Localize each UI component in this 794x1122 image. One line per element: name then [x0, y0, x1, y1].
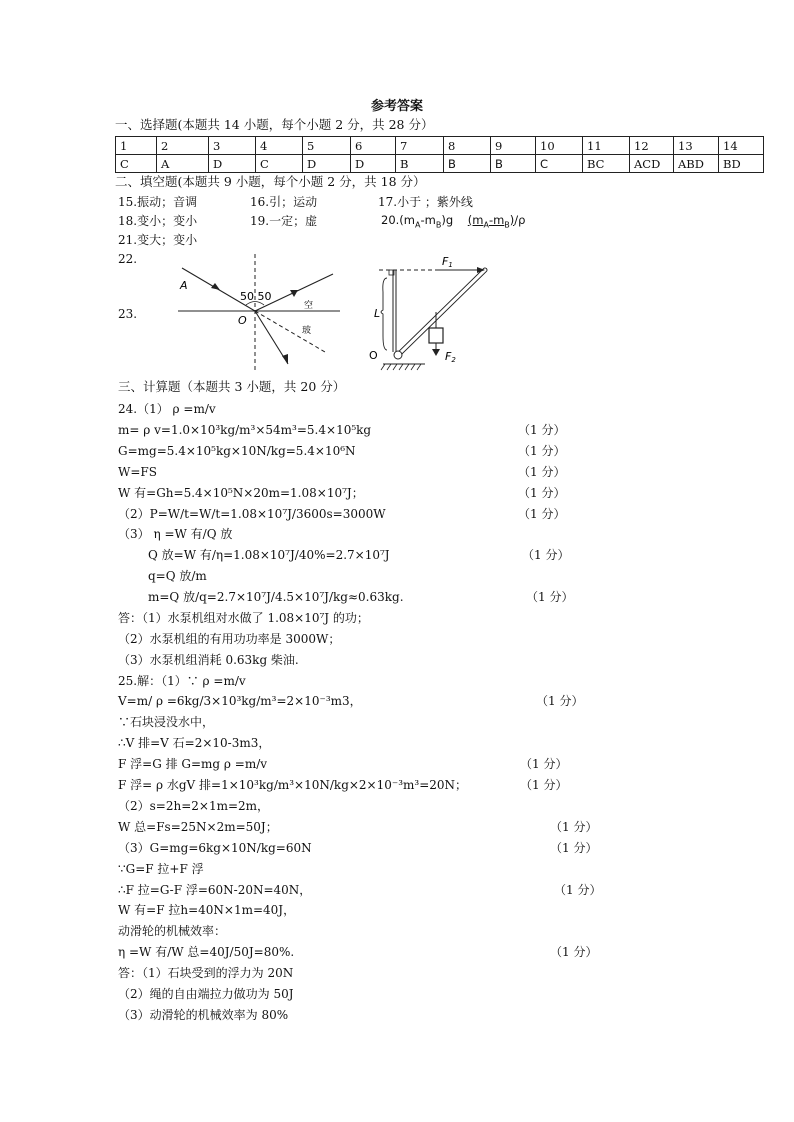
table-cell-answer: ABD [674, 155, 719, 173]
q25-point-3: （1 分） [520, 778, 568, 792]
table-cell-number: 8 [444, 137, 491, 155]
lever-arm-brace [381, 278, 387, 350]
q24-answer-2: （2）水泵机组的有用功功率是 3000W； [118, 632, 341, 646]
q25-point-7: （1 分） [550, 945, 598, 959]
q24-point-6: （1 分） [522, 548, 570, 562]
q25-point-6: （1 分） [554, 883, 602, 897]
table-cell-number: 1 [116, 137, 157, 155]
label-F1: F1 [442, 255, 453, 269]
label-O: O [238, 314, 247, 327]
table-cell-answer: C [536, 155, 583, 173]
q25-point-1: （1 分） [536, 694, 584, 708]
fill-q16: 16.引；运动 [250, 195, 318, 209]
q24-point-5: （1 分） [518, 507, 566, 521]
choice-answer-table [115, 136, 764, 173]
fill-q19: 19.一定；虚 [250, 214, 318, 228]
q25-line-13: 动滑轮的机械效率： [118, 924, 227, 938]
page-title: 参考答案 [370, 99, 423, 114]
table-cell-number: 9 [491, 137, 536, 155]
q25-line-3: ∵石块浸没水中， [118, 715, 215, 729]
table-cell-answer: D [303, 155, 351, 173]
label-angles: 50 50 [240, 290, 272, 303]
label-F2: F2 [445, 350, 456, 364]
table-cell-number: 13 [674, 137, 719, 155]
ground-hatch [381, 364, 421, 370]
q24-line-5: W 有=Gh=5.4×10⁵N×20m=1.08×10⁷J； [118, 486, 364, 500]
table-cell-number: 14 [719, 137, 764, 155]
q24-line-4: W=FS [118, 465, 157, 479]
table-cell-number: 4 [256, 137, 303, 155]
table-cell-answer: D [351, 155, 396, 173]
table-cell-answer: BC [583, 155, 630, 173]
table-cell-number: 2 [157, 137, 209, 155]
label-A: A [180, 279, 188, 292]
fill-q18: 18.变小；变小 [118, 214, 198, 228]
q24-point-3: （1 分） [518, 465, 566, 479]
incident-arrow [211, 283, 220, 290]
q24-line-3: G=mg=5.4×10⁵kg×10N/kg=5.4×10⁶N [118, 444, 356, 458]
extension-line [255, 311, 325, 352]
q25-line-14: η =W 有/W 总=40J/50J=80%. [118, 945, 295, 959]
table-cell-number: 3 [209, 137, 256, 155]
table-cell-answer: BD [719, 155, 764, 173]
q24-line-1: 24.（1） ρ =m/v [118, 402, 216, 416]
q24-line-2: m= ρ v=1.0×10³kg/m³×54m³=5.4×10⁵kg [118, 423, 372, 437]
table-cell-answer: D [209, 155, 256, 173]
q25-point-2: （1 分） [520, 757, 568, 771]
label-L: L [374, 307, 381, 320]
q25-point-4: （1 分） [550, 820, 598, 834]
refraction-diagram [170, 252, 345, 374]
table-cell-answer: B [396, 155, 444, 173]
section-choice-heading: 一、选择题(本题共 14 小题，每个小题 2 分，共 28 分） [115, 117, 434, 132]
table-cell-number: 12 [630, 137, 674, 155]
q25-line-5: F 浮=G 排 G=mg ρ =m/v [118, 757, 268, 771]
q25-answer-3: （3）动滑轮的机械效率为 80% [118, 1008, 289, 1022]
F2-arrow [432, 349, 440, 356]
table-cell-number: 10 [536, 137, 583, 155]
table-cell-number: 6 [351, 137, 396, 155]
q25-answer-1: 答：（1）石块受到的浮力为 20N [118, 966, 294, 980]
q24-point-7: （1 分） [526, 590, 574, 604]
q24-answer-3: （3）水泵机组消耗 0.63kg 柴油. [118, 653, 299, 667]
q24-line-8: Q 放=W 有/η=1.08×10⁷J/40%=2.7×10⁷J [148, 548, 390, 562]
q25-line-7: （2）s=2h=2×1m=2m， [118, 799, 270, 813]
q25-line-4: ∴V 排=V 石=2×10-3m3， [118, 736, 271, 750]
table-cell-answer: B [444, 155, 491, 173]
q24-point-4: （1 分） [518, 486, 566, 500]
section-calc-heading: 三、计算题（本题共 3 小题，共 20 分） [118, 379, 346, 394]
q25-line-8: W 总=Fs=25N×2m=50J； [118, 820, 278, 834]
q24-line-9: q=Q 放/m [148, 569, 207, 583]
table-cell-answer: ACD [630, 155, 674, 173]
q25-answer-2: （2）绳的自由端拉力做功为 50J [118, 987, 294, 1001]
table-cell-answer: A [157, 155, 209, 173]
table-cell-answer: B [491, 155, 536, 173]
label-glass: 玻 [302, 326, 312, 336]
q24-answer-1: 答：（1）水泵机组对水做了 1.08×10⁷J 的功； [118, 611, 369, 625]
q24-line-7: （3） η =W 有/Q 放 [118, 527, 233, 541]
table-cell-answer: C [116, 155, 157, 173]
table-cell-number: 5 [303, 137, 351, 155]
fill-q23-label: 23. [118, 307, 138, 321]
section-fill-heading: 二、填空题(本题共 9 小题，每个小题 2 分，共 18 分） [115, 174, 426, 189]
table-cell-number: 11 [583, 137, 630, 155]
q24-line-10: m=Q 放/q=2.7×10⁷J/4.5×10⁷J/kg≈0.63kg. [148, 590, 404, 604]
q25-line-10: ∵G=F 拉+F 浮 [118, 862, 204, 876]
q25-line-12: W 有=F 拉h=40N×1m=40J， [118, 903, 296, 917]
label-O: O [369, 349, 378, 362]
table-row-answers [116, 155, 764, 173]
q25-line-2: V=m/ ρ =6kg/3×10³kg/m³=2×10⁻³m3， [118, 694, 362, 708]
fill-q17: 17.小于 ；紫外线 [378, 195, 473, 209]
q25-line-1: 25.解：（1）∵ ρ =m/v [118, 674, 246, 688]
q25-point-5: （1 分） [550, 841, 598, 855]
fill-q22-label: 22. [118, 252, 138, 266]
lever-diagram [365, 252, 500, 374]
table-cell-answer: C [256, 155, 303, 173]
fill-q15: 15.振动；音调 [118, 195, 198, 209]
fill-q20: $20.(m_A-m_B)g$ $(m_A-m_B)/\rho$ [381, 213, 526, 230]
q24-point-2: （1 分） [518, 444, 566, 458]
q24-point-1: （1 分） [518, 423, 566, 437]
q25-line-9: （3）G=mg=6kg×10N/kg=60N [118, 841, 312, 855]
fill-q21: 21.变大；变小 [118, 233, 198, 247]
weight-block [429, 328, 443, 343]
label-air: 空 [304, 301, 314, 311]
table-cell-number: 7 [396, 137, 444, 155]
q25-line-11: ∴F 拉=G-F 浮=60N-20N=40N， [118, 883, 312, 897]
pivot-circle [394, 351, 402, 359]
q24-line-6: （2）P=W/t=W/t=1.08×10⁷J/3600s=3000W [118, 507, 386, 521]
q25-line-6: F 浮= ρ 水gV 排=1×10³kg/m³×10N/kg×2×10⁻³m³=20N； [118, 778, 468, 792]
table-row-numbers [116, 137, 764, 155]
